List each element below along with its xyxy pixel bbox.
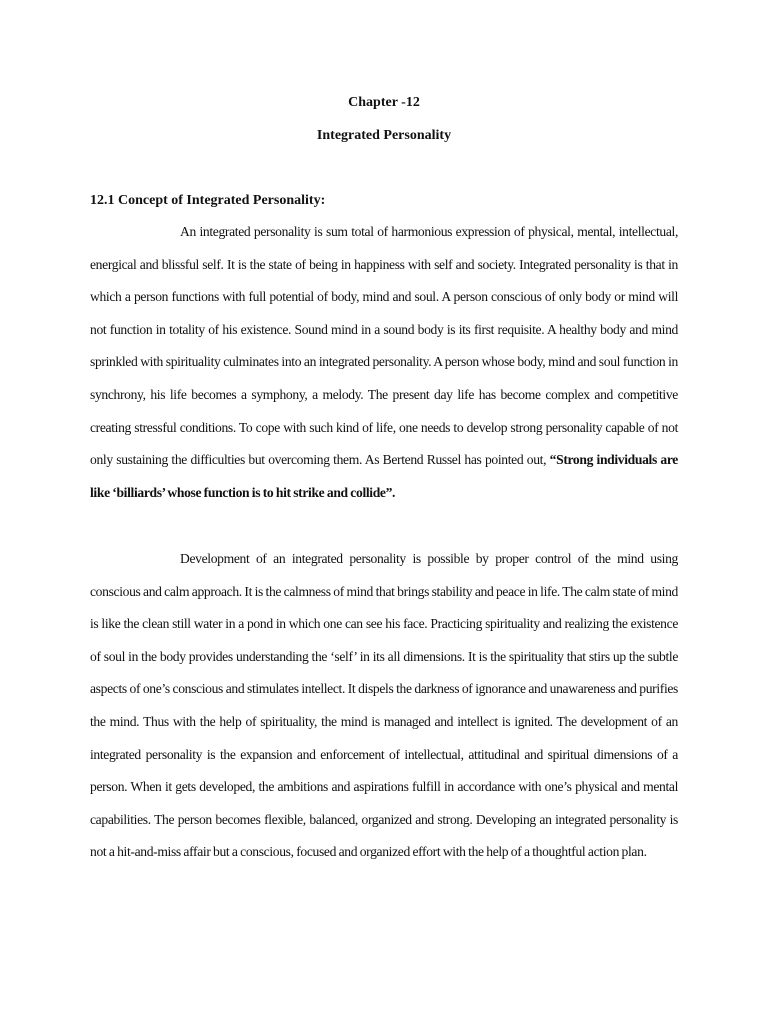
chapter-title: Integrated Personality xyxy=(316,128,452,143)
paragraph-2 xyxy=(90,543,678,869)
paragraph-1 xyxy=(90,216,678,509)
russell-quote: “Strong individuals are like ‘billiards’ whose function is to hit strike and collide”. xyxy=(90,452,678,500)
section-heading: 12.1 Concept of Integrated Personality: xyxy=(90,193,326,208)
paragraph-1-text: An integrated personality is sum total of harmonious expression of physical, mental, intellectual, energical and blissful self. It is the state of being in happiness with self and society. Integrated personality is that in which a person functions with full potential of body, mind and soul. A person conscious of only body or mind will not function in totality of his existence. Sound mind in a sound body is its first requisite. A healthy body and mind sprinkled with spirituality culminates into an integrated personality. A person whose body, mind and soul function in synchrony, his life becomes a symphony, a melody. The present day life has become complex and competitive creating stressful conditions. To cope with such kind of life, one needs to develop strong personality capable of not only sustaining the difficulties but overcoming them. As Bertend Russel has pointed out, xyxy=(90,224,678,468)
chapter-label: Chapter -12 xyxy=(348,95,420,110)
paragraph-2-text: Development of an integrated personality is possible by proper control of the mind using conscious and calm approach. It is the calmness of mind that brings stability and peace in life. The calm state of mind is like the clean still water in a pond in which one can see his face. Practicing spirituality and realizing the existence of soul in the body provides understanding the ‘self’ in its all dimensions. It is the spirituality that stirs up the subtle aspects of one’s conscious and stimulates intellect. It dispels the darkness of ignorance and unawareness and purifies the mind. Thus with the help of spirituality, the mind is managed and intellect is ignited. The development of an integrated personality is the expansion and enforcement of intellectual, attitudinal and spiritual dimensions of a person. When it gets developed, the ambitions and aspirations fulfill in accordance with one’s physical and mental capabilities. The person becomes flexible, balanced, organized and strong. Developing an integrated personality is not a hit-and-miss affair but a conscious, focused and organized effort with the help of a thoughtful action plan. xyxy=(90,551,678,860)
